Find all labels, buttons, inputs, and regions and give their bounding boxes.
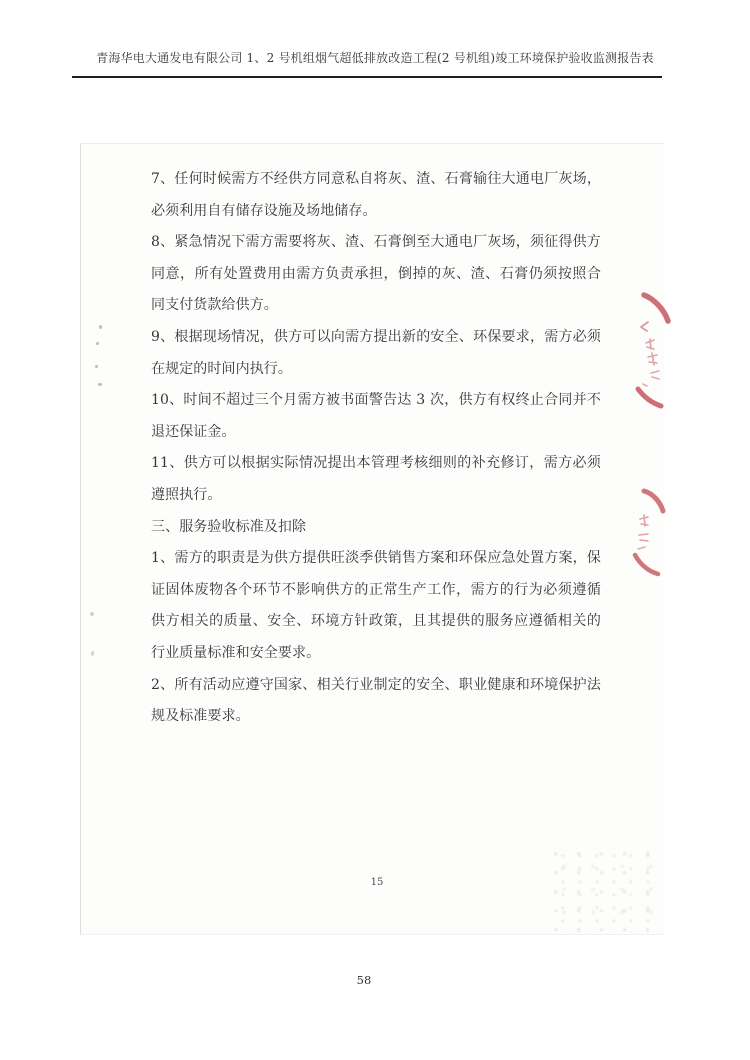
clause-11: 11、供方可以根据实际情况提出本管理考核细则的补充修订，需方必须遵照执行。 bbox=[151, 455, 601, 503]
clause-s3-1: 1、需方的职责是为供方提供旺淡季供销售方案和环保应急处置方案，保证固体废物各个环节不影响供方的正常生产工作，需方的行为必须遵循供方相关的质量、安全、环境方针政策，且其提供的服务应遵循相关的行业质量标准和安全要求。 bbox=[151, 550, 601, 661]
scan-speck bbox=[90, 612, 94, 616]
section-heading: 三、服务验收标准及扣除 bbox=[151, 518, 307, 535]
scan-speck bbox=[98, 383, 102, 386]
clause-text-block bbox=[151, 164, 601, 733]
partial-red-seal-upper-icon bbox=[628, 287, 673, 417]
clause-10: 10、时间不超过三个月需方被书面警告达 3 次，供方有权终止合同并不退还保证金。 bbox=[151, 392, 601, 440]
scan-noise-texture bbox=[551, 848, 663, 933]
clause-7: 7、任何时候需方不经供方同意私自将灰、渣、石膏输往大通电厂灰场，必须利用自有储存设施及场地储存。 bbox=[151, 171, 601, 219]
clause-9: 9、根据现场情况，供方可以向需方提出新的安全、环保要求，需方必须在规定的时间内执行。 bbox=[151, 328, 601, 377]
attachment-page-number: 15 bbox=[370, 877, 384, 888]
scan-speck bbox=[91, 651, 94, 656]
report-header-title: 青海华电大通发电有限公司 1、2 号机组烟气超低排放改造工程(2 号机组)竣工环境保护验收监测报告表 bbox=[96, 51, 654, 65]
scan-speck bbox=[99, 325, 102, 329]
partial-red-seal-lower-icon bbox=[630, 485, 670, 580]
clause-s3-2: 2、所有活动应遵守国家、相关行业制定的安全、职业健康和环境保护法规及标准要求。 bbox=[151, 676, 601, 725]
scan-speck bbox=[95, 365, 98, 368]
report-page-number: 58 bbox=[356, 973, 372, 987]
header-rule-line bbox=[72, 76, 662, 78]
scan-speck bbox=[96, 342, 99, 345]
clause-8: 8、紧急情况下需方需要将灰、渣、石膏倒至大通电厂灰场，须征得供方同意，所有处置费用由需方负责承担，倒掉的灰、渣、石膏仍须按照合同支付货款给供方。 bbox=[151, 234, 601, 314]
